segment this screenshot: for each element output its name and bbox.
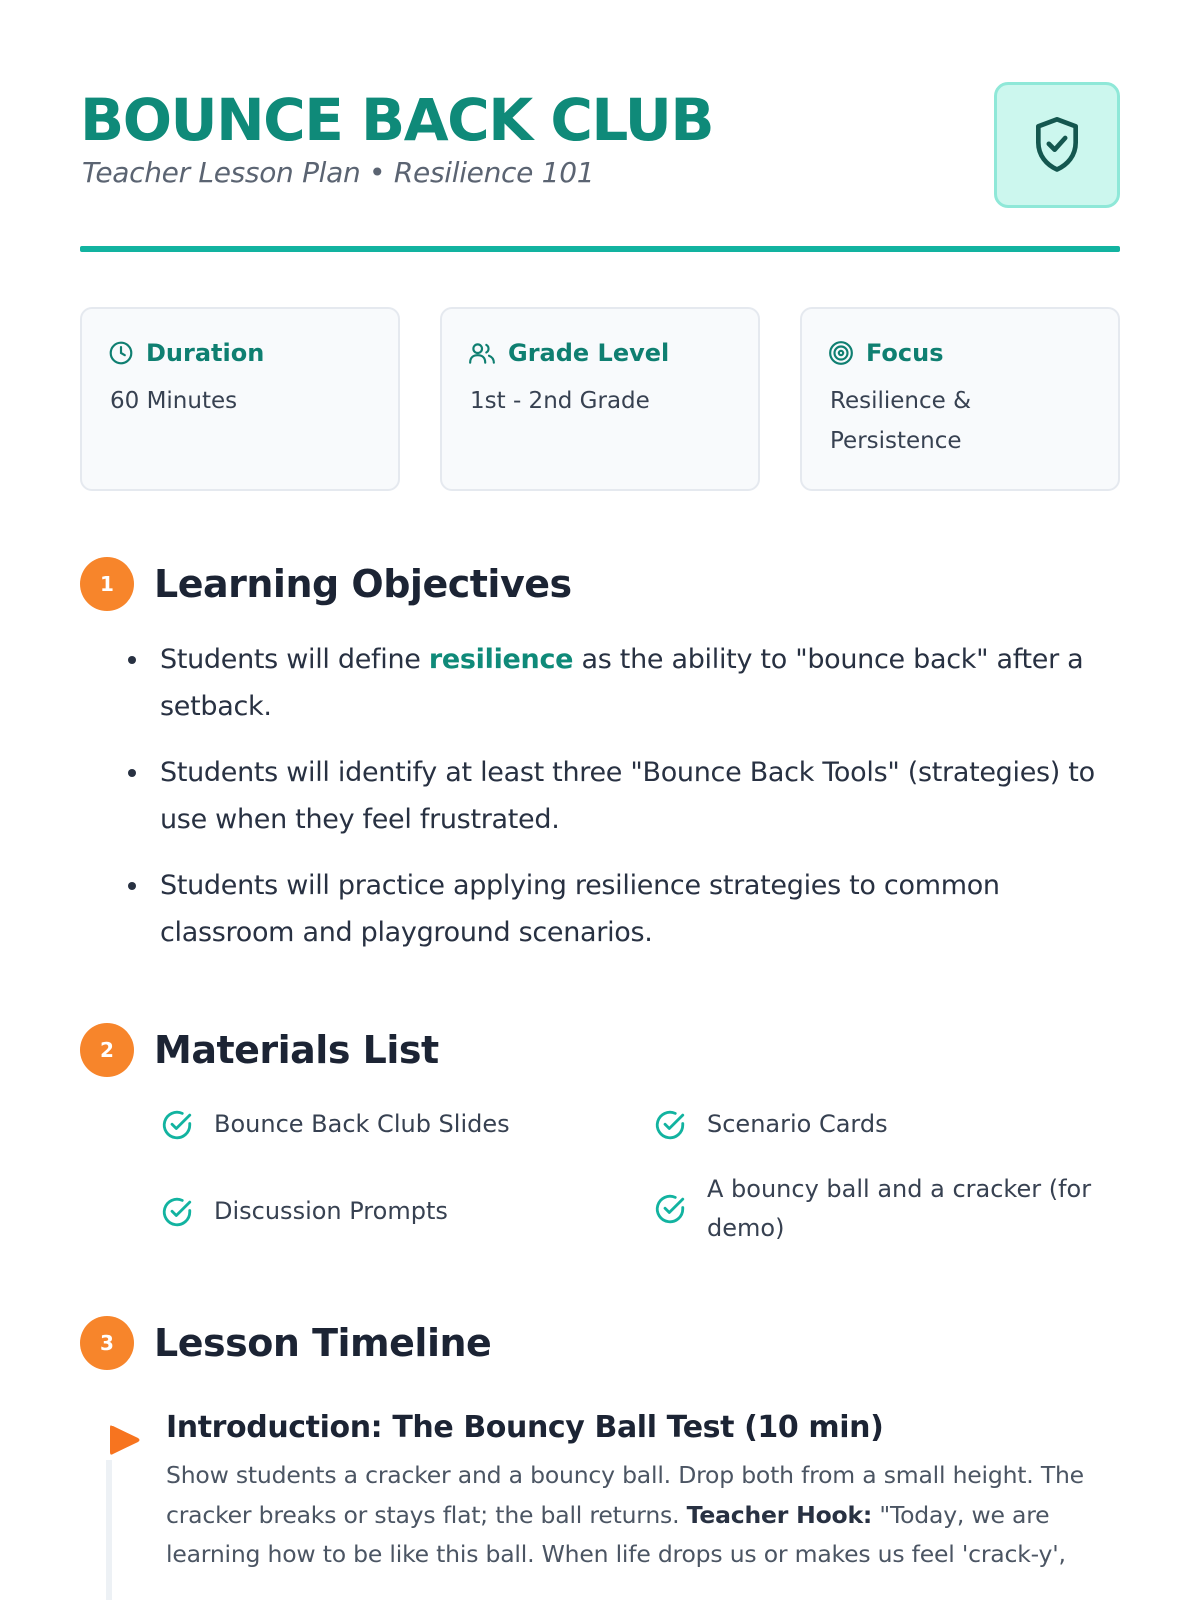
logo-badge: [994, 82, 1120, 208]
section-number-badge: 3: [80, 1316, 134, 1370]
list-item: Students will identify at least three "Bounce Back Tools" (strategies) to use when they feel frustrated.: [128, 749, 1118, 843]
play-icon: [108, 1422, 142, 1458]
section-title: Lesson Timeline: [154, 1321, 492, 1365]
card-value: 1st - 2nd Grade: [470, 388, 650, 414]
materials-grid: [160, 1090, 1120, 1250]
list-item: Students will define resilience as the ability to "bounce back" after a setback.: [128, 636, 1118, 730]
teacher-hook-label: Teacher Hook:: [686, 1500, 873, 1529]
page-subtitle: Teacher Lesson Plan • Resilience 101: [82, 156, 595, 189]
section-title: Materials List: [154, 1028, 439, 1072]
card-label: Focus: [866, 339, 944, 367]
material-item: Bounce Back Club Slides: [160, 1105, 510, 1144]
list-item: Students will practice applying resilience strategies to common classroom and playground scenarios.: [128, 862, 1118, 956]
check-circle-icon: [653, 1192, 687, 1226]
card-value: Resilience & Persistence: [830, 388, 972, 454]
card-value: 60 Minutes: [110, 388, 238, 414]
header: [80, 86, 1120, 206]
objectives-list: [128, 636, 1118, 975]
section-title: Learning Objectives: [154, 562, 572, 606]
section-number-badge: 1: [80, 557, 134, 611]
page-title: BOUNCE BACK CLUB: [80, 86, 714, 154]
header-divider: [80, 246, 1120, 252]
card-label: Grade Level: [508, 339, 670, 367]
info-cards: [80, 307, 1120, 491]
timeline-bar: [106, 1460, 112, 1600]
check-circle-icon: [160, 1108, 194, 1142]
timeline-step-title: Introduction: The Bouncy Ball Test (10 min): [166, 1410, 884, 1445]
section-number-badge: 2: [80, 1023, 134, 1077]
check-circle-icon: [160, 1195, 194, 1229]
shield-check-icon: [1029, 114, 1085, 176]
target-icon: [828, 340, 854, 366]
material-item: Scenario Cards: [653, 1105, 888, 1144]
users-icon: [468, 340, 496, 366]
card-duration: [80, 307, 400, 491]
card-grade-level: [440, 307, 760, 491]
material-item: A bouncy ball and a cracker (for demo): [653, 1170, 1093, 1248]
section-materials-list: [80, 1023, 439, 1077]
section-lesson-timeline: [80, 1316, 491, 1370]
check-circle-icon: [653, 1108, 687, 1142]
timeline-step: [80, 1410, 1120, 1600]
timeline-step-description: Show students a cracker and a bouncy ball. Drop both from a small height. The cracker breaks or stays flat; the ball returns. Teacher Hook: "Today, we are learning how to be like this ball. When life drops us or makes us feel 'crack-y',: [166, 1461, 1084, 1568]
card-focus: [800, 307, 1120, 491]
card-label: Duration: [146, 339, 265, 367]
highlight-term: resilience: [428, 644, 574, 675]
section-learning-objectives: [80, 557, 572, 611]
clock-icon: [108, 340, 134, 366]
material-item: Discussion Prompts: [160, 1192, 448, 1231]
